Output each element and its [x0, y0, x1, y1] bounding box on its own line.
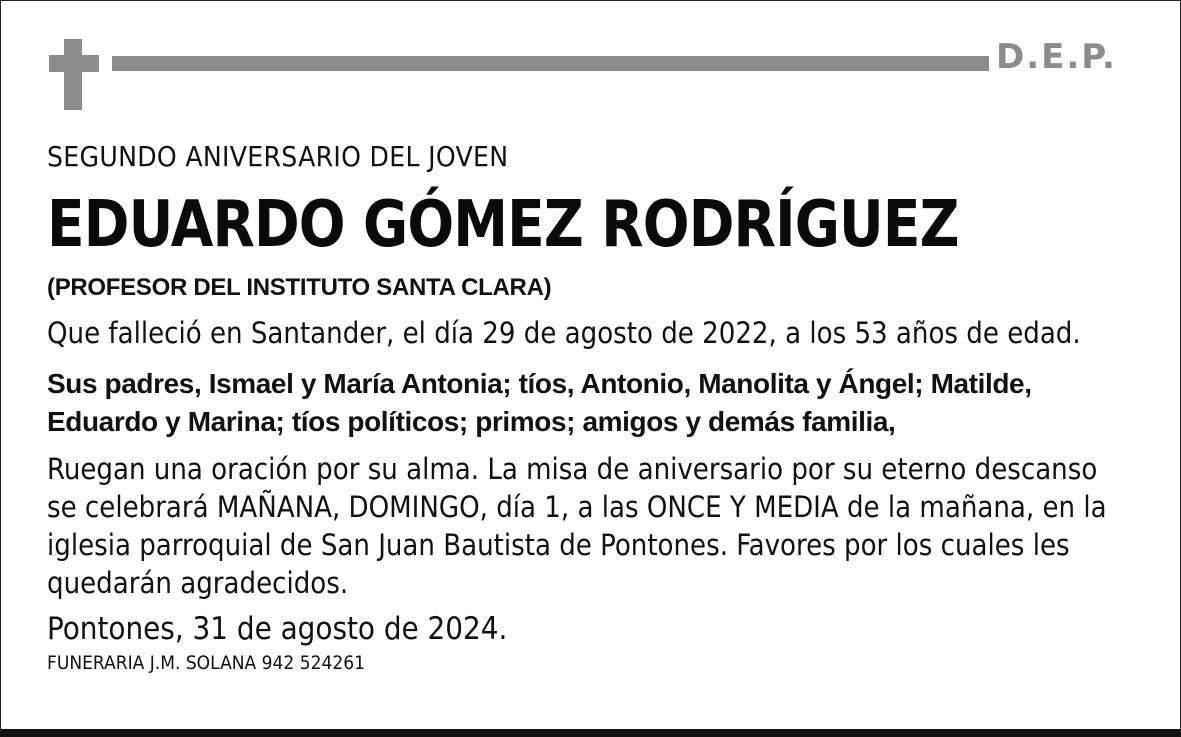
- funeral-home: FUNERARIA J.M. SOLANA 942 524261: [47, 652, 365, 674]
- dep-badge: D.E.P.: [996, 37, 1117, 77]
- place-date: Pontones, 31 de agosto de 2024.: [47, 611, 508, 647]
- deceased-profession: (PROFESOR DEL INSTITUTO SANTA CLARA): [47, 274, 552, 301]
- header-rule: [112, 56, 989, 71]
- latin-cross-icon: [64, 39, 82, 110]
- family-members: Sus padres, Ismael y María Antonia; tíos, Antonio, Manolita y Ángel; Matilde, Eduardo y Marina; tíos políticos; primos; amigos y demás familia,: [47, 368, 1032, 437]
- deceased-name: EDUARDO GÓMEZ RODRÍGUEZ: [47, 188, 959, 262]
- death-info: Que falleció en Santander, el día 29 de agosto de 2022, a los 53 años de edad.: [47, 316, 1081, 350]
- anniversary-intro: SEGUNDO ANIVERSARIO DEL JOVEN: [47, 140, 509, 173]
- mass-info: Ruegan una oración por su alma. La misa de aniversario por su eterno descanso se celebrará MAÑANA, DOMINGO, día 1, a las ONCE Y MEDIA de la mañana, en la iglesia parroquial de San Juan Bautista de Pontones. Favores por los cuales les quedarán agradecidos.: [47, 452, 1107, 600]
- latin-cross-icon-bar: [49, 55, 99, 72]
